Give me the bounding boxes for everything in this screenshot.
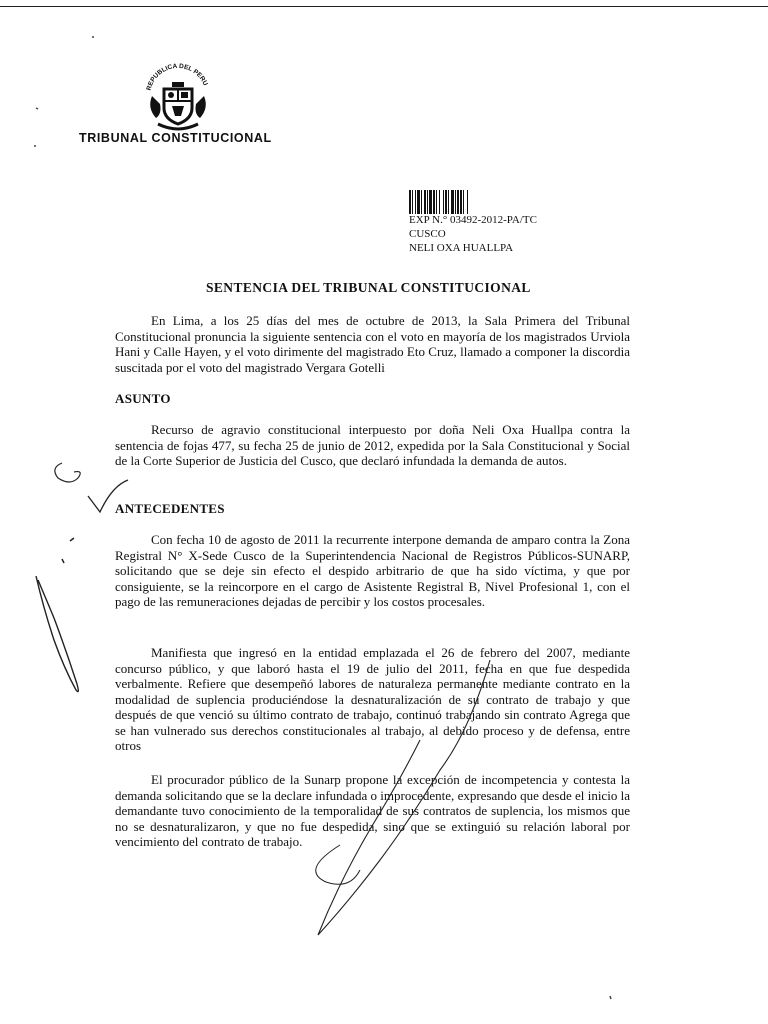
- antecedentes-paragraph-2: Manifiesta que ingresó en la entidad emplazada el 26 de febrero del 2007, mediante concurso público, y que laboró hasta el 19 de julio del 2011, fecha en que fue despedida verbalmente. Refiere que desempeñó labores de naturaleza permanente mediante contrato en la modalidad de suplencia produciéndose la desnaturalización de su contrato de trabajo y que después de que venció su último contrato de trabajo, continuó trabajando sin contrato Agrega que se han vulnerado sus derechos constitucionales al trabajo, al debido proceso y de defensa, entre otros: [115, 645, 630, 753]
- asunto-heading: ASUNTO: [115, 391, 171, 406]
- antecedentes-paragraph-1: Con fecha 10 de agosto de 2011 la recurrente interpone demanda de amparo contra la Zona Registral N° X-Sede Cusco de la Superintendencia Nacional de Registros Públicos-SUNARP, solicitando que se deje sin efecto el despido arbitrario de que ha sido víctima, y que por consiguiente, se la reincorpore en el cargo de Asistente Registral B, Nivel Profesional 1, con el pago de las remuneraciones dejadas de percibir y los costos procesales.: [115, 532, 630, 609]
- scan-top-rule: [0, 6, 768, 7]
- intro-paragraph: En Lima, a los 25 días del mes de octubre de 2013, la Sala Primera del Tribunal Constitucional pronuncia la siguiente sentencia con el voto en mayoría de los magistrados Urviola Hani y Calle Hayen, y el voto dirimente del magistrado Eto Cruz, llamado a componer la discordia suscitada por el voto del magistrado Vergara Gotelli: [115, 313, 630, 375]
- court-name: TRIBUNAL CONSTITUCIONAL: [79, 131, 272, 145]
- expediente-number: EXP N.° 03492-2012-PA/TC: [409, 214, 537, 226]
- antecedentes-heading: ANTECEDENTES: [115, 501, 225, 516]
- case-barcode: [409, 190, 497, 214]
- margin-initial-mark: [55, 463, 80, 482]
- margin-pen-stroke: [36, 576, 78, 692]
- signature-loop: [316, 845, 360, 884]
- margin-dot-4: [610, 996, 611, 999]
- margin-tick-1: [70, 538, 74, 541]
- case-party: NELI OXA HUALLPA: [409, 242, 514, 254]
- svg-text:REPUBLICA DEL PERU: [146, 63, 209, 91]
- margin-tick-2: [62, 559, 64, 563]
- document-title: SENTENCIA DEL TRIBUNAL CONSTITUCIONAL: [206, 280, 531, 295]
- margin-dot-1: [36, 108, 38, 109]
- antecedentes-paragraph-3: El procurador público de la Sunarp propone la excepción de incompetencia y contesta la demanda solicitando que se la declare infundada o improcedente, expresando que desde el inicio la demandante tuvo conocimiento de la temporalidad de sus contratos de suplencia, los mismos que no se desnaturalizaron, y que no fue despedida, sino que se extinguió su relación laboral por vencimiento del contrato de trabajo.: [115, 772, 630, 849]
- coat-of-arms-seal: [138, 56, 218, 136]
- seal-lettering: REPUBLICA DEL PERU: [145, 62, 209, 92]
- asunto-paragraph: Recurso de agravio constitucional interpuesto por doña Neli Oxa Huallpa contra la sentencia de fojas 477, su fecha 25 de junio de 2012, expedida por la Sala Constitucional y Social de la Corte Superior de Justicia del Cusco, que declaró infundada la demanda de autos.: [115, 422, 630, 468]
- case-location: CUSCO: [409, 228, 446, 240]
- case-reference-block: [409, 213, 537, 255]
